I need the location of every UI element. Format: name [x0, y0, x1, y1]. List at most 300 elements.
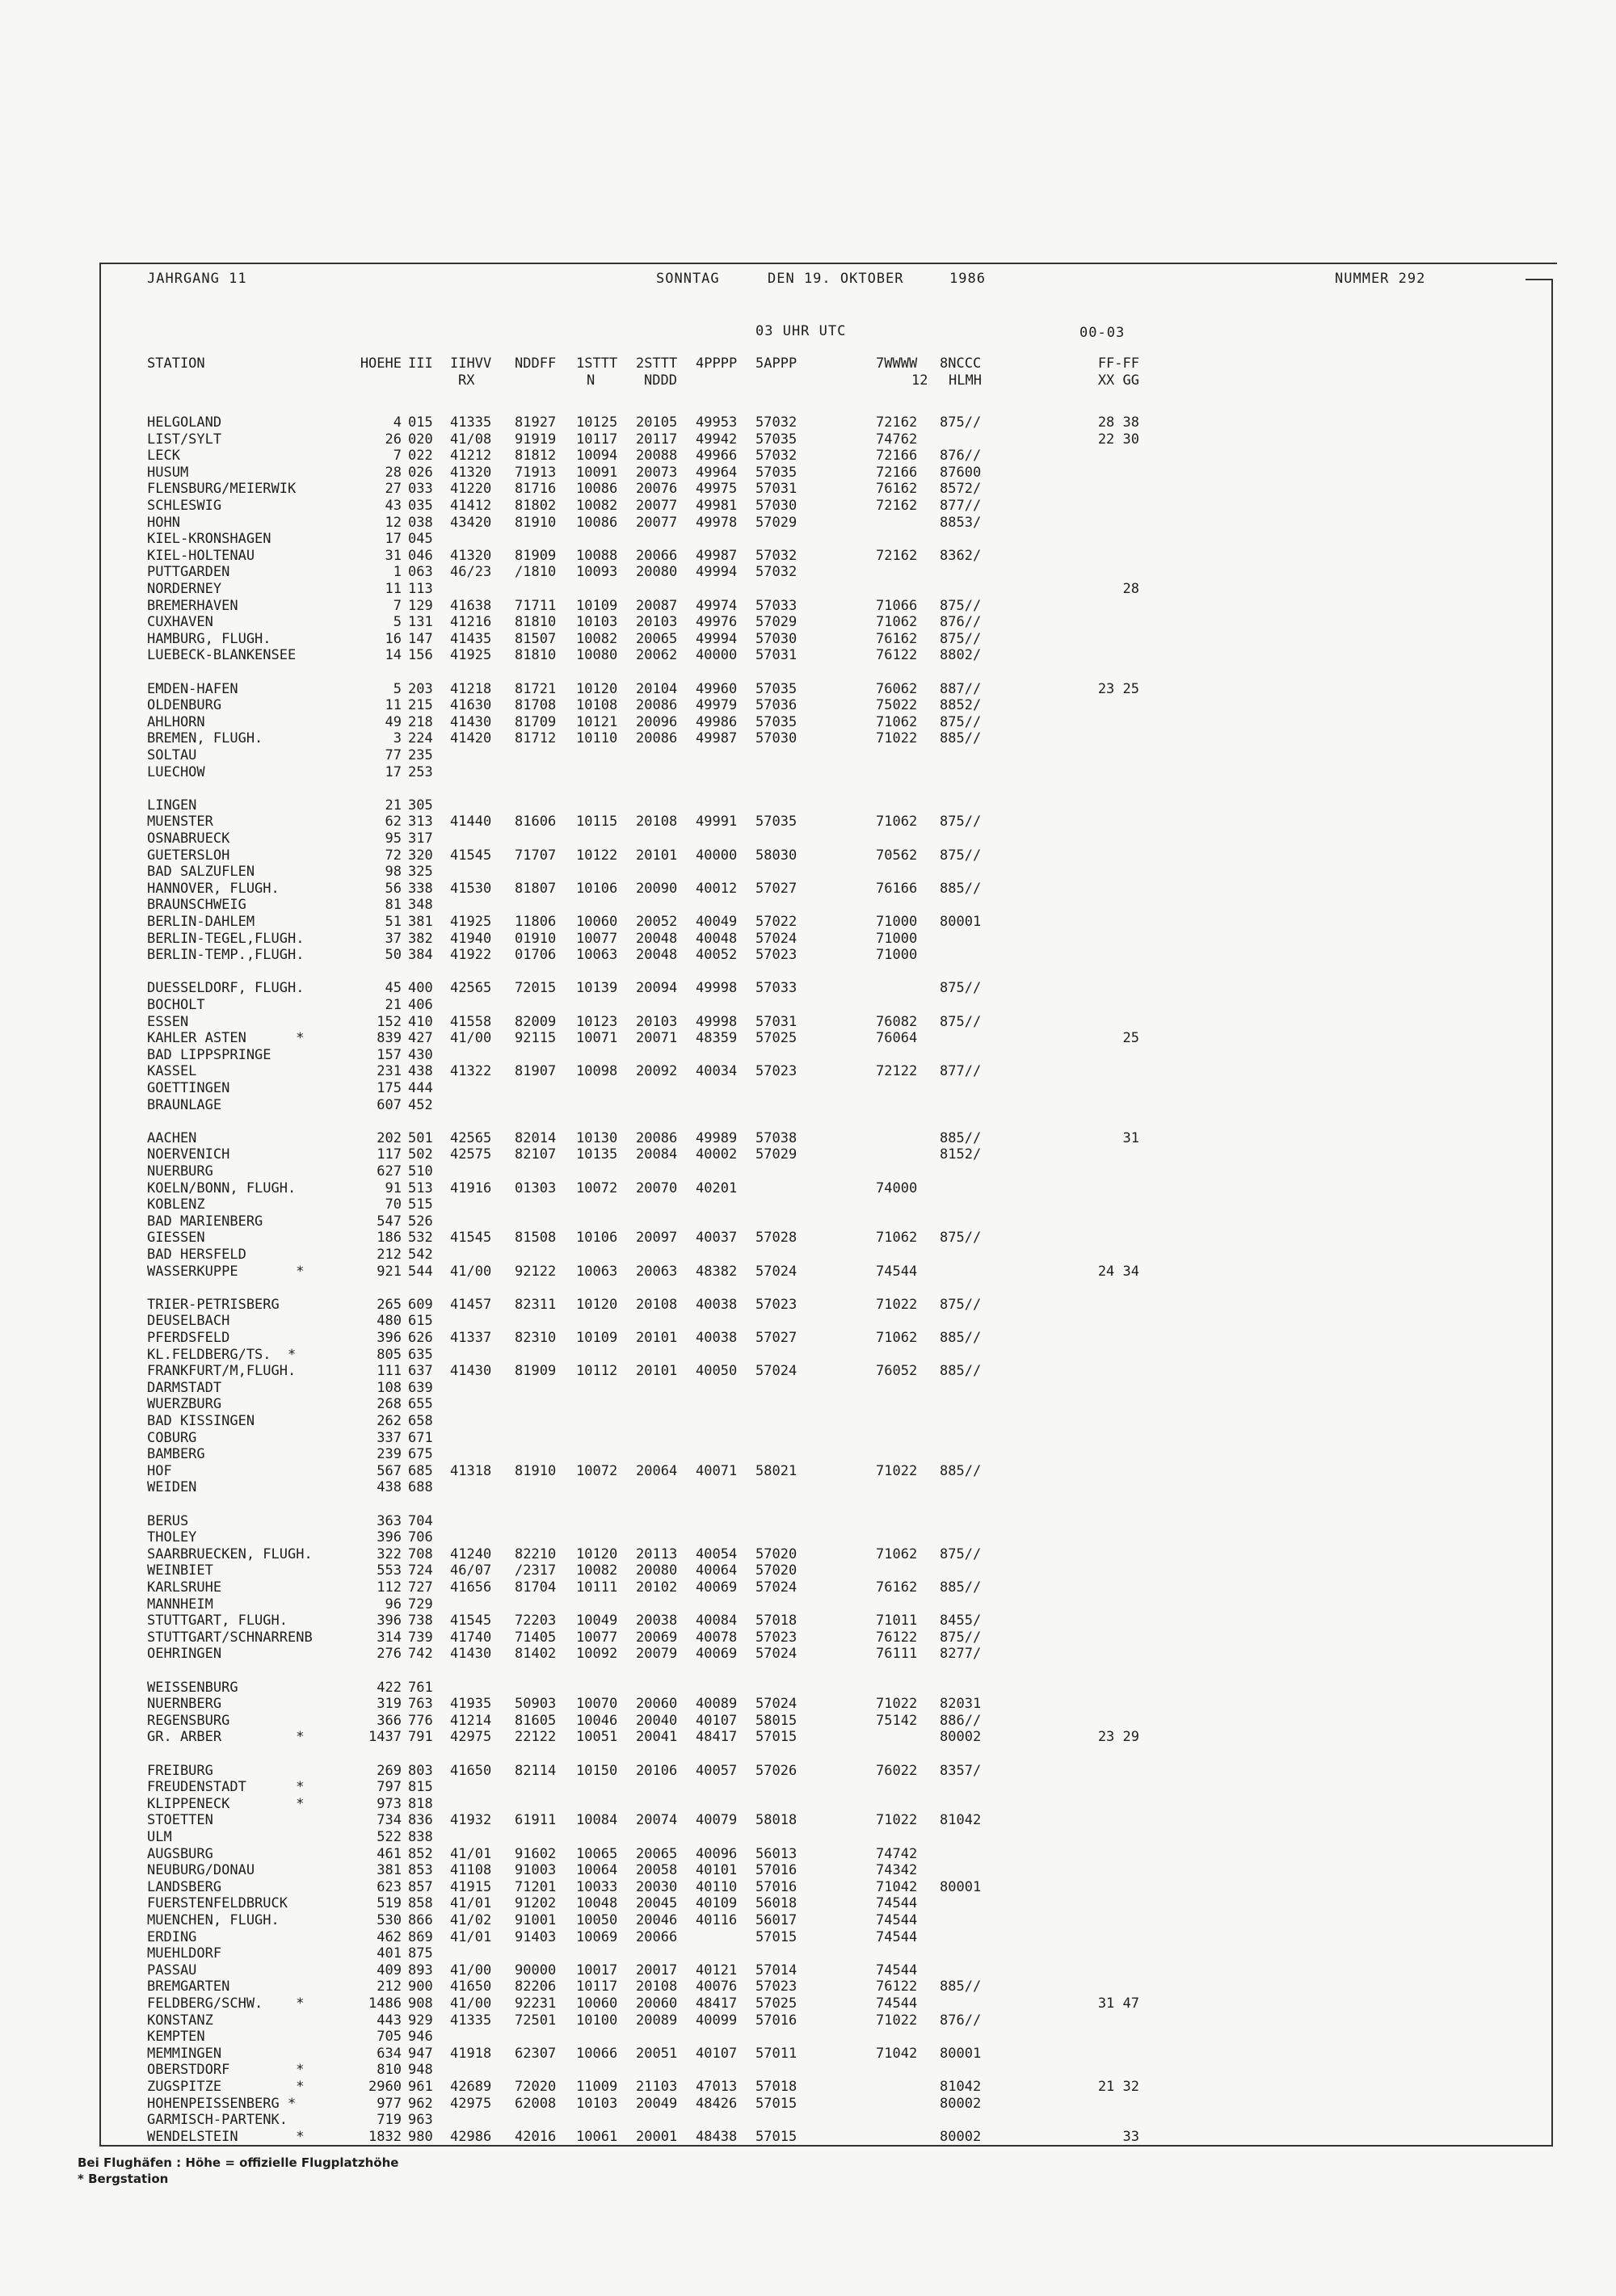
frame-corner-tick — [1526, 279, 1553, 280]
cell-iihvv: 41650 — [450, 1979, 492, 1995]
cell-nddff: 61911 — [515, 1812, 557, 1829]
cell-ff: 28 — [1122, 581, 1139, 597]
cell-w7: 71062 — [876, 713, 918, 730]
cell-hoehe: 627 — [377, 1163, 402, 1180]
cell-iii: 325 — [408, 864, 433, 881]
cell-iii: 803 — [408, 1762, 433, 1779]
cell-nddff: 92231 — [515, 1995, 557, 2012]
cell-nddff: 81606 — [515, 814, 557, 831]
cell-n8: 875// — [940, 597, 982, 614]
cell-iihvv: 43420 — [450, 514, 492, 531]
cell-iii: 253 — [408, 763, 433, 780]
footnote-airports: Bei Flughäfen : Höhe = offizielle Flugplatzhöhe — [78, 2155, 399, 2170]
cell-hoehe: 409 — [377, 1962, 402, 1979]
cell-iii: 866 — [408, 1912, 433, 1928]
cell-hoehe: 314 — [377, 1629, 402, 1646]
cell-nddff: 81712 — [515, 730, 557, 747]
cell-hoehe: 269 — [377, 1762, 402, 1779]
cell-a5: 57033 — [755, 597, 797, 614]
cell-p4: 40052 — [696, 947, 738, 964]
cell-iihvv: 41457 — [450, 1296, 492, 1313]
cell-hoehe: 553 — [377, 1562, 402, 1579]
cell-p4: 40057 — [696, 1762, 738, 1779]
cell-station: KASSEL — [147, 1063, 197, 1080]
cell-hoehe: 49 — [385, 713, 402, 730]
cell-a5: 57029 — [755, 514, 797, 531]
cell-station: BERUS — [147, 1512, 189, 1529]
cell-s1: 10065 — [576, 1845, 618, 1862]
cell-s2: 20097 — [636, 1230, 678, 1247]
cell-hoehe: 276 — [377, 1646, 402, 1663]
cell-hoehe: 111 — [377, 1363, 402, 1380]
cell-iii: 963 — [408, 2112, 433, 2129]
cell-iii: 836 — [408, 1812, 433, 1829]
cell-s2: 20045 — [636, 1895, 678, 1912]
cell-p4: 40012 — [696, 880, 738, 897]
cell-iii: 348 — [408, 897, 433, 914]
cell-s1: 10082 — [576, 498, 618, 514]
cell-iihvv: 41/00 — [450, 1962, 492, 1979]
cell-iii: 729 — [408, 1596, 433, 1613]
cell-station: STUTTGART/SCHNARRENB — [147, 1629, 313, 1646]
cell-nddff: 82310 — [515, 1330, 557, 1346]
cell-iii: 946 — [408, 2029, 433, 2046]
cell-station: HAMBURG, FLUGH. — [147, 630, 271, 647]
cell-s2: 20076 — [636, 481, 678, 498]
cell-iihvv: 41412 — [450, 498, 492, 514]
cell-hoehe: 152 — [377, 1013, 402, 1030]
cell-s1: 10069 — [576, 1928, 618, 1945]
cell-hoehe: 11 — [385, 581, 402, 597]
ff-time-range: 00-03 — [1079, 325, 1126, 341]
cell-n8: 875// — [940, 1629, 982, 1646]
cell-hoehe: 973 — [377, 1795, 402, 1812]
cell-iii: 635 — [408, 1346, 433, 1363]
cell-iii: 156 — [408, 647, 433, 664]
cell-hoehe: 186 — [377, 1230, 402, 1247]
cell-s1: 10117 — [576, 1979, 618, 1995]
cell-s2: 20030 — [636, 1878, 678, 1895]
cell-iihvv: 41/02 — [450, 1912, 492, 1928]
cell-station: FREUDENSTADT * — [147, 1779, 305, 1796]
cell-iihvv: 41108 — [450, 1862, 492, 1879]
cell-station: NEUBURG/DONAU — [147, 1862, 255, 1879]
cell-w7: 70562 — [876, 847, 918, 864]
cell-iii: 761 — [408, 1679, 433, 1696]
cell-s2: 20066 — [636, 547, 678, 564]
cell-p4: 40000 — [696, 847, 738, 864]
cell-s1: 10108 — [576, 697, 618, 714]
cell-s1: 10063 — [576, 1263, 618, 1280]
cell-ff: 25 — [1122, 1030, 1139, 1047]
cell-station: OLDENBURG — [147, 697, 222, 714]
cell-iihvv: 41916 — [450, 1180, 492, 1196]
cell-s2: 20052 — [636, 914, 678, 930]
cell-p4: 49998 — [696, 980, 738, 997]
cell-w7: 71062 — [876, 1230, 918, 1247]
cell-iii: 637 — [408, 1363, 433, 1380]
cell-ff: 33 — [1122, 2128, 1139, 2145]
cell-station: BERLIN-DAHLEM — [147, 914, 255, 930]
cell-station: MUENCHEN, FLUGH. — [147, 1912, 280, 1928]
cell-s2: 20108 — [636, 814, 678, 831]
cell-hoehe: 43 — [385, 498, 402, 514]
cell-station: STOETTEN — [147, 1812, 213, 1829]
cell-s1: 10072 — [576, 1180, 618, 1196]
cell-n8: 8455/ — [940, 1613, 982, 1629]
cell-s2: 20065 — [636, 630, 678, 647]
cell-s1: 10077 — [576, 930, 618, 947]
cell-s2: 20088 — [636, 448, 678, 465]
cell-a5: 57018 — [755, 1613, 797, 1629]
cell-nddff: 81810 — [515, 647, 557, 664]
cell-station: KOBLENZ — [147, 1196, 205, 1213]
cell-w7: 71000 — [876, 947, 918, 964]
cell-s2: 20117 — [636, 431, 678, 448]
cell-hoehe: 37 — [385, 930, 402, 947]
cell-w7: 76162 — [876, 481, 918, 498]
cell-iii: 738 — [408, 1613, 433, 1629]
cell-station: FRANKFURT/M,FLUGH. — [147, 1363, 297, 1380]
cell-hoehe: 396 — [377, 1613, 402, 1629]
cell-iii: 384 — [408, 947, 433, 964]
cell-s1: 10060 — [576, 914, 618, 930]
cell-n8: 8357/ — [940, 1762, 982, 1779]
cell-station: MUENSTER — [147, 814, 213, 831]
cell-iihvv: 41214 — [450, 1712, 492, 1729]
cell-p4: 40099 — [696, 2012, 738, 2029]
cell-iii: 626 — [408, 1330, 433, 1346]
cell-hoehe: 337 — [377, 1429, 402, 1446]
cell-s1: 10109 — [576, 597, 618, 614]
cell-station: KEMPTEN — [147, 2029, 205, 2046]
cell-s1: 10091 — [576, 464, 618, 481]
cell-hoehe: 262 — [377, 1413, 402, 1429]
cell-station: LECK — [147, 448, 180, 465]
cell-a5: 57022 — [755, 914, 797, 930]
cell-a5: 57030 — [755, 630, 797, 647]
cell-iii: 852 — [408, 1845, 433, 1862]
cell-hoehe: 1437 — [368, 1729, 402, 1746]
col-iihvv-sub: RX — [458, 372, 475, 389]
cell-p4: 40038 — [696, 1330, 738, 1346]
cell-s2: 20079 — [636, 1646, 678, 1663]
cell-s2: 20071 — [636, 1030, 678, 1047]
cell-p4: 49975 — [696, 481, 738, 498]
cell-s2: 20087 — [636, 597, 678, 614]
cell-iii: 313 — [408, 814, 433, 831]
cell-hoehe: 1832 — [368, 2128, 402, 2145]
cell-p4: 49974 — [696, 597, 738, 614]
cell-p4: 40079 — [696, 1812, 738, 1829]
cell-hoehe: 12 — [385, 514, 402, 531]
cell-s2: 20048 — [636, 947, 678, 964]
cell-nddff: 90000 — [515, 1962, 557, 1979]
cell-n8: 81042 — [940, 2079, 982, 2095]
cell-iii: 046 — [408, 547, 433, 564]
cell-a5: 57015 — [755, 1928, 797, 1945]
cell-iii: 033 — [408, 481, 433, 498]
cell-s1: 10100 — [576, 2012, 618, 2029]
cell-p4: 48417 — [696, 1729, 738, 1746]
cell-iihvv: 41530 — [450, 880, 492, 897]
cell-p4: 48359 — [696, 1030, 738, 1047]
cell-hoehe: 5 — [393, 614, 402, 631]
cell-station: AUGSBURG — [147, 1845, 213, 1862]
cell-s1: 10106 — [576, 1230, 618, 1247]
cell-a5: 57014 — [755, 1962, 797, 1979]
cell-station: DARMSTADT — [147, 1379, 222, 1396]
cell-iii: 948 — [408, 2062, 433, 2079]
cell-a5: 57029 — [755, 614, 797, 631]
cell-station: GARMISCH-PARTENK. — [147, 2112, 288, 2129]
cell-iii: 685 — [408, 1462, 433, 1479]
cell-station: SCHLESWIG — [147, 498, 222, 514]
cell-hoehe: 363 — [377, 1512, 402, 1529]
cell-iii: 452 — [408, 1096, 433, 1113]
cell-p4: 40201 — [696, 1180, 738, 1196]
cell-hoehe: 50 — [385, 947, 402, 964]
col-1sttt-sub: N — [587, 372, 595, 389]
cell-n8: 886// — [940, 1712, 982, 1729]
cell-station: LIST/SYLT — [147, 431, 222, 448]
cell-a5: 56017 — [755, 1912, 797, 1928]
cell-a5: 57024 — [755, 930, 797, 947]
cell-station: LANDSBERG — [147, 1878, 222, 1895]
cell-a5: 57027 — [755, 1330, 797, 1346]
cell-station: COBURG — [147, 1429, 197, 1446]
cell-nddff: 82014 — [515, 1129, 557, 1146]
cell-s1: 10046 — [576, 1712, 618, 1729]
cell-s2: 20102 — [636, 1579, 678, 1596]
cell-p4: 49998 — [696, 1013, 738, 1030]
cell-station: STUTTGART, FLUGH. — [147, 1613, 288, 1629]
cell-iii: 961 — [408, 2079, 433, 2095]
cell-station: OBERSTDORF * — [147, 2062, 305, 2079]
cell-a5: 57016 — [755, 2012, 797, 2029]
cell-s2: 20077 — [636, 498, 678, 514]
cell-iihvv: 41337 — [450, 1330, 492, 1346]
cell-hoehe: 56 — [385, 880, 402, 897]
cell-hoehe: 422 — [377, 1679, 402, 1696]
cell-station: BAD LIPPSPRINGE — [147, 1046, 271, 1063]
cell-s1: 10017 — [576, 1962, 618, 1979]
cell-nddff: 50903 — [515, 1696, 557, 1713]
cell-nddff: 81508 — [515, 1230, 557, 1247]
cell-w7: 71042 — [876, 1878, 918, 1895]
cell-a5: 57035 — [755, 680, 797, 697]
cell-hoehe: 51 — [385, 914, 402, 930]
cell-iihvv: 42565 — [450, 980, 492, 997]
cell-iii: 815 — [408, 1779, 433, 1796]
cell-station: BAMBERG — [147, 1446, 205, 1463]
cell-s2: 20001 — [636, 2128, 678, 2145]
cell-w7: 71022 — [876, 1296, 918, 1313]
cell-w7: 74762 — [876, 431, 918, 448]
cell-nddff: 82114 — [515, 1762, 557, 1779]
cell-s2: 20038 — [636, 1613, 678, 1629]
cell-s1: 10033 — [576, 1878, 618, 1895]
cell-n8: 885// — [940, 1979, 982, 1995]
cell-s2: 20108 — [636, 1296, 678, 1313]
cell-hoehe: 11 — [385, 697, 402, 714]
cell-hoehe: 95 — [385, 831, 402, 847]
cell-n8: 875// — [940, 713, 982, 730]
cell-iii: 510 — [408, 1163, 433, 1180]
cell-a5: 58018 — [755, 1812, 797, 1829]
cell-iii: 438 — [408, 1063, 433, 1080]
cell-nddff: 71707 — [515, 847, 557, 864]
cell-p4: 49953 — [696, 414, 738, 431]
cell-hoehe: 26 — [385, 431, 402, 448]
cell-hoehe: 268 — [377, 1396, 402, 1413]
cell-iii: 382 — [408, 930, 433, 947]
cell-p4: 40076 — [696, 1979, 738, 1995]
cell-nddff: /1810 — [515, 564, 557, 581]
cell-iii: 147 — [408, 630, 433, 647]
cell-n8: 8152/ — [940, 1146, 982, 1163]
cell-iii: 818 — [408, 1795, 433, 1812]
cell-n8: 8277/ — [940, 1646, 982, 1663]
cell-hoehe: 607 — [377, 1096, 402, 1113]
cell-iii: 838 — [408, 1829, 433, 1845]
cell-n8: 80001 — [940, 2045, 982, 2062]
cell-hoehe: 31 — [385, 547, 402, 564]
cell-station: BERLIN-TEMP.,FLUGH. — [147, 947, 305, 964]
cell-station: THOLEY — [147, 1529, 197, 1546]
cell-a5: 57011 — [755, 2045, 797, 2062]
cell-ff: 24 34 — [1097, 1263, 1139, 1280]
cell-w7: 76122 — [876, 1629, 918, 1646]
cell-station: SOLTAU — [147, 747, 197, 763]
cell-nddff: 11806 — [515, 914, 557, 930]
cell-station: CUXHAVEN — [147, 614, 213, 631]
cell-hoehe: 212 — [377, 1247, 402, 1263]
cell-iii: 215 — [408, 697, 433, 714]
jahrgang-label: JAHRGANG 11 — [147, 271, 247, 287]
cell-iii: 430 — [408, 1046, 433, 1063]
cell-iihvv: 41918 — [450, 2045, 492, 2062]
cell-s1: 10066 — [576, 2045, 618, 2062]
cell-p4: 48417 — [696, 1995, 738, 2012]
cell-station: BAD SALZUFLEN — [147, 864, 255, 881]
cell-s2: 20080 — [636, 564, 678, 581]
cell-hoehe: 239 — [377, 1446, 402, 1463]
cell-iihvv: 42689 — [450, 2079, 492, 2095]
cell-w7: 71022 — [876, 1462, 918, 1479]
cell-iihvv: 41/01 — [450, 1895, 492, 1912]
cell-station: AACHEN — [147, 1129, 197, 1146]
cell-iii: 542 — [408, 1247, 433, 1263]
cell-nddff: 71913 — [515, 464, 557, 481]
cell-iii: 708 — [408, 1545, 433, 1562]
column-header-row — [0, 355, 1139, 372]
cell-s1: 10122 — [576, 847, 618, 864]
cell-nddff: 72203 — [515, 1613, 557, 1629]
cell-iihvv: 41/01 — [450, 1928, 492, 1945]
cell-s1: 10093 — [576, 564, 618, 581]
cell-iihvv: 41630 — [450, 697, 492, 714]
cell-iii: 706 — [408, 1529, 433, 1546]
cell-s2: 20084 — [636, 1146, 678, 1163]
cell-s1: 10115 — [576, 814, 618, 831]
cell-hoehe: 77 — [385, 747, 402, 763]
cell-w7: 76111 — [876, 1646, 918, 1663]
cell-station: PASSAU — [147, 1962, 197, 1979]
cell-iihvv: 41/08 — [450, 431, 492, 448]
cell-station: WEINBIET — [147, 1562, 213, 1579]
cell-nddff: 81927 — [515, 414, 557, 431]
cell-w7: 71062 — [876, 614, 918, 631]
cell-iihvv: 41/00 — [450, 1030, 492, 1047]
col-4pppp: 4PPPP — [696, 355, 738, 372]
cell-station: GR. ARBER * — [147, 1729, 305, 1746]
cell-nddff: 91919 — [515, 431, 557, 448]
cell-iihvv: 42986 — [450, 2128, 492, 2145]
cell-nddff: 92122 — [515, 1263, 557, 1280]
cell-p4: 48382 — [696, 1263, 738, 1280]
cell-iihvv: 41430 — [450, 1363, 492, 1380]
cell-station: GIESSEN — [147, 1230, 205, 1247]
cell-hoehe: 530 — [377, 1912, 402, 1928]
cell-p4: 40069 — [696, 1579, 738, 1596]
cell-p4: 40048 — [696, 930, 738, 947]
cell-ff: 22 30 — [1097, 431, 1139, 448]
cell-iii: 224 — [408, 730, 433, 747]
cell-a5: 57025 — [755, 1995, 797, 2012]
cell-s2: 20092 — [636, 1063, 678, 1080]
cell-nddff: 81807 — [515, 880, 557, 897]
cell-hoehe: 839 — [377, 1030, 402, 1047]
cell-iihvv: 41/01 — [450, 1845, 492, 1862]
cell-w7: 71022 — [876, 1696, 918, 1713]
cell-iihvv: 41420 — [450, 730, 492, 747]
cell-nddff: 01706 — [515, 947, 557, 964]
cell-s2: 20086 — [636, 1129, 678, 1146]
cell-station: TRIER-PETRISBERG — [147, 1296, 280, 1313]
cell-s2: 20065 — [636, 1845, 678, 1862]
cell-p4: 49987 — [696, 547, 738, 564]
cell-iihvv: 41320 — [450, 547, 492, 564]
cell-w7: 76162 — [876, 630, 918, 647]
cell-s1: 10135 — [576, 1146, 618, 1163]
cell-iii: 962 — [408, 2095, 433, 2112]
cell-iihvv: 41335 — [450, 414, 492, 431]
cell-iihvv: 41216 — [450, 614, 492, 631]
cell-a5: 57024 — [755, 1363, 797, 1380]
cell-s2: 20066 — [636, 1928, 678, 1945]
cell-iihvv: 41335 — [450, 2012, 492, 2029]
cell-n8: 885// — [940, 730, 982, 747]
cell-iii: 869 — [408, 1928, 433, 1945]
col-2sttt: 2STTT — [636, 355, 678, 372]
cell-station: KL.FELDBERG/TS. * — [147, 1346, 297, 1363]
cell-w7: 76166 — [876, 880, 918, 897]
cell-station: BREMERHAVEN — [147, 597, 238, 614]
cell-station: AHLHORN — [147, 713, 205, 730]
cell-s2: 20103 — [636, 614, 678, 631]
cell-p4: 40089 — [696, 1696, 738, 1713]
cell-s2: 20106 — [636, 1762, 678, 1779]
cell-hoehe: 212 — [377, 1979, 402, 1995]
cell-iii: 129 — [408, 597, 433, 614]
cell-station: HOHENPEISSENBERG * — [147, 2095, 297, 2112]
cell-a5: 57038 — [755, 1129, 797, 1146]
cell-w7: 76064 — [876, 1030, 918, 1047]
cell-nddff: 62008 — [515, 2095, 557, 2112]
cell-n8: 875// — [940, 1013, 982, 1030]
cell-w7: 71000 — [876, 930, 918, 947]
